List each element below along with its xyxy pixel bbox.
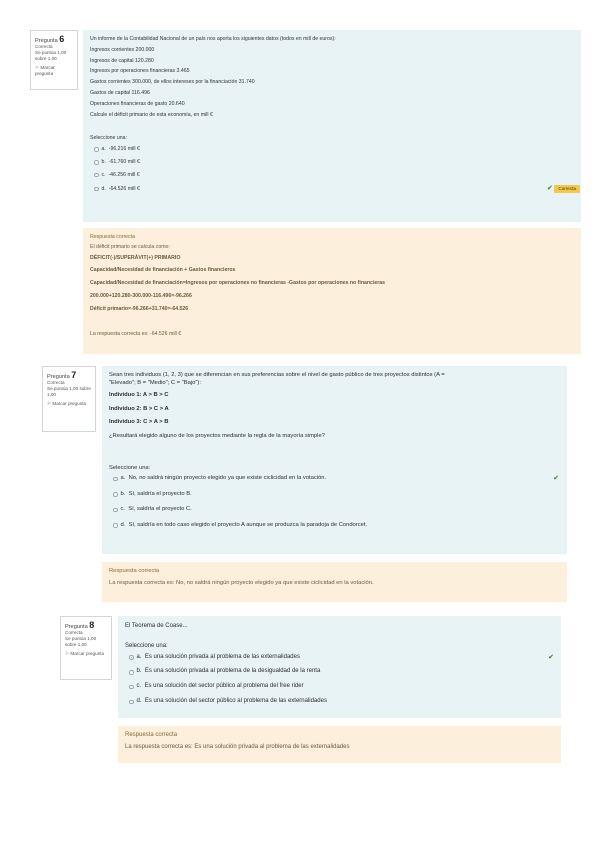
select-label: Seleccione una: <box>125 642 168 649</box>
question-info-7 <box>42 366 96 432</box>
answer-option-c[interactable]: c. Sí, saldría el proyecto C. <box>109 506 560 514</box>
select-label: Seleccione una: <box>109 464 151 471</box>
answer-options <box>90 146 574 193</box>
radio-button[interactable] <box>129 670 134 675</box>
question-label: Pregunta <box>35 38 58 44</box>
answer-options <box>109 475 560 529</box>
check-icon: ✔ <box>548 653 554 661</box>
answer-options <box>125 654 554 706</box>
flag-icon: ⚐ <box>47 401 52 406</box>
feedback-title: Respuesta correcta <box>125 732 178 738</box>
correct-badge: Correcta <box>554 185 580 194</box>
radio-button-selected[interactable] <box>94 187 99 192</box>
answer-option-d[interactable]: d. Sí, saldría en todo caso elegido el proyecto A aunque se produzca la paradoja de Condorcet. <box>109 522 560 530</box>
question-score: Se puntúa 1,00 sobre 1,00 <box>65 636 97 647</box>
question-status: Correcta <box>35 44 53 49</box>
feedback-answer: La respuesta correcta es: -64.526 mill € <box>90 330 182 337</box>
radio-button[interactable] <box>94 147 99 152</box>
radio-button[interactable] <box>113 508 118 513</box>
feedback-box-8 <box>118 726 561 763</box>
flag-icon: ⚐ <box>35 65 40 70</box>
question-status: Correcta <box>65 630 83 635</box>
radio-button-selected[interactable] <box>129 655 134 660</box>
radio-button[interactable] <box>129 700 134 705</box>
question-number: 7 <box>71 370 77 380</box>
feedback-title: Respuesta correcta <box>109 568 160 574</box>
feedback-box-7 <box>102 562 567 602</box>
feedback-title: Respuesta correcta <box>90 234 135 240</box>
answer-option-a[interactable]: a. No, no saldrá ningún proyecto elegido ya que existe ciclicidad en la votación. ✔ <box>109 475 559 483</box>
radio-button[interactable] <box>113 492 118 497</box>
radio-button-selected[interactable] <box>113 477 118 482</box>
radio-button[interactable] <box>113 523 118 528</box>
feedback-box-6: Respuesta correcta El déficit primario se calcula como: DÉFICIT(-)/SUPERÁVIT(+) PRIMARIO Capacidad/Necesidad de financiación + Gastos financieros Capacidad/Necesidad de financiación=Ingresos por operaciones no financieras -Gastos por operaciones no financieras 200.000+120.280-300.000-116.496=-96.266 Déficit primario=-96.266+31.740=-64.526 La respuesta correcta es: -64.526 mill € <box>83 228 581 354</box>
answer-option-a[interactable]: a. -96.216 mill € <box>90 146 574 153</box>
question-content-8 <box>118 616 561 718</box>
question-info-6 <box>30 30 78 90</box>
select-label: Seleccione una: <box>90 135 127 142</box>
answer-option-b[interactable]: b. Es una solución privada al problema de la desigualdad de la renta <box>125 668 554 676</box>
radio-button[interactable] <box>94 173 99 178</box>
radio-button[interactable] <box>94 160 99 165</box>
radio-button[interactable] <box>129 685 134 690</box>
question-score: Se puntúa 1,00 sobre 1,00 <box>35 50 67 61</box>
answer-option-d[interactable]: d. -64.526 mill € ✔ Correcta <box>90 185 580 194</box>
question-text: Sean tres individuos (1, 2, 3) que se diferencian en sus preferencias sobre el nivel de gasto público de tres proyectos distintos (A = "Elevado"; B = "Medio"; C = "Bajo"): Individuo 1: A > B > C Individuo 2: B > C > A Individuo 3: C > A > B ¿Resultará elegido alguno de los proyectos mediante la regla de la mayoría simple? <box>109 372 445 439</box>
feedback-answer: La respuesta correcta es: No, no saldrá ningún proyecto elegido ya que existe ciclicidad en la votación. <box>109 579 374 586</box>
answer-option-c[interactable]: c. -46.256 mill € <box>90 172 574 179</box>
question-number: 8 <box>89 620 95 630</box>
question-text: El Teorema de Coase... <box>125 623 188 629</box>
flag-question-link[interactable]: ⚐ Marcar pregunta <box>65 651 105 656</box>
check-icon: ✔ <box>553 475 559 483</box>
question-number: 6 <box>59 34 65 44</box>
question-text: Un informe de la Contabilidad Nacional de un país nos aporta los siguientes datos (todos en mill de euros): Ingresos corrientes 200.000 Ingresos de capital 120.280 Ingresos por operaciones financieras 3.465 Gastos corrientes 300.000, de ellos intereses por la financiación 31.740 Gastos de capital 116.496 Operaciones financieras de gasto 20.640 Calcule el déficit primario de esta economía, en mill € <box>90 36 336 118</box>
question-status: Correcta <box>47 380 65 385</box>
feedback-answer: La respuesta correcta es: Es una solución privada al problema de las externalidades <box>125 743 350 750</box>
answer-option-b[interactable]: b. Sí, saldría el proyecto B. <box>109 491 560 499</box>
flag-question-link[interactable]: ⚐ Marcar pregunta <box>35 65 55 76</box>
answer-option-d[interactable]: d. Es una solución del sector público al problema de las externalidades <box>125 698 554 706</box>
answer-option-a[interactable]: a. Es una solución privada al problema de las externalidades ✔ <box>125 654 554 662</box>
question-label: Pregunta <box>47 374 70 380</box>
check-icon: ✔ <box>547 184 553 192</box>
question-info-8 <box>60 616 112 680</box>
answer-option-b[interactable]: b. -61.760 mill € <box>90 159 574 166</box>
question-content-6 <box>83 30 581 222</box>
question-content-7 <box>102 366 567 554</box>
question-label: Pregunta <box>65 624 88 630</box>
flag-icon: ⚐ <box>65 651 70 656</box>
question-score: Se puntúa 1,00 sobre 1,00 <box>47 386 91 397</box>
answer-option-c[interactable]: c. Es una solución del sector público al problema del free rider <box>125 683 554 691</box>
flag-question-link[interactable]: ⚐ Marcar pregunta <box>47 401 87 406</box>
